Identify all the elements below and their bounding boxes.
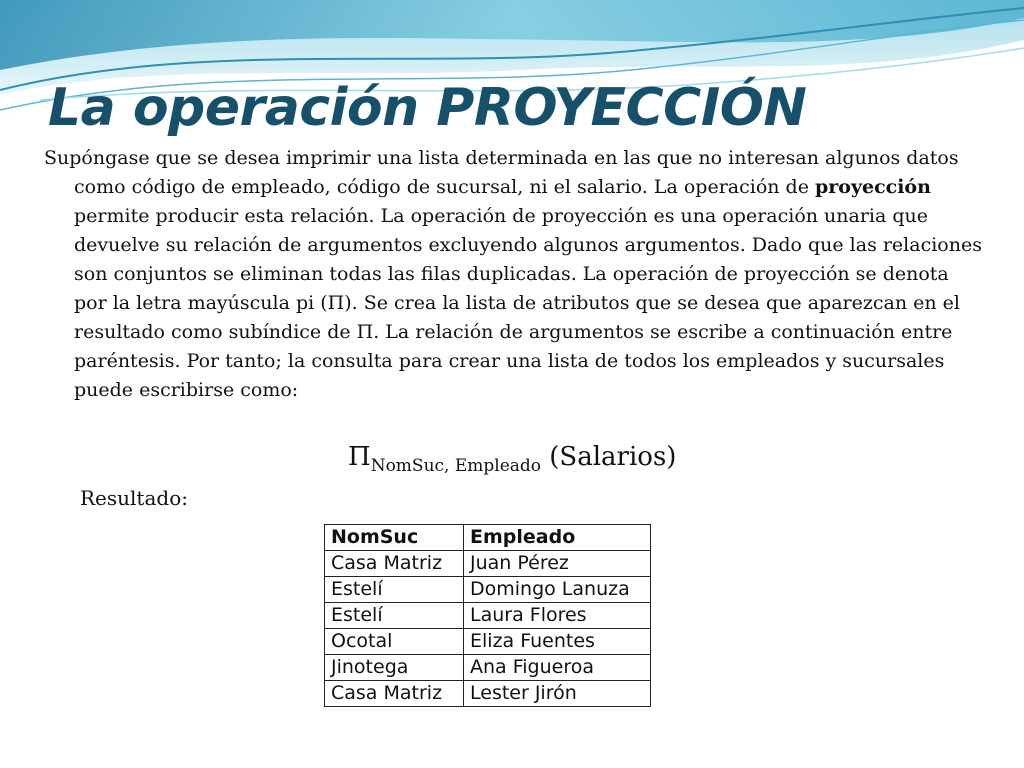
pi-operator: Π <box>348 442 371 472</box>
result-label: Resultado: <box>80 486 188 510</box>
table-row <box>325 577 651 603</box>
table-cell: Estelí <box>325 577 464 603</box>
result-table <box>324 524 651 707</box>
slide-title: La operación PROYECCIÓN <box>48 78 807 138</box>
projection-formula <box>348 442 676 476</box>
table-cell: Casa Matriz <box>325 681 464 707</box>
paragraph-bold-term: proyección <box>814 176 931 198</box>
column-header-nomsuc: NomSuc <box>325 525 464 551</box>
table-row <box>325 681 651 707</box>
table-cell: Lester Jirón <box>464 681 651 707</box>
table-row <box>325 655 651 681</box>
table-cell: Estelí <box>325 603 464 629</box>
table-cell: Jinotega <box>325 655 464 681</box>
paragraph-text-continued: permite producir esta relación. La operación de proyección es una operación unaria que devuelve su relación de argumentos excluyendo algunos argumentos. Dado que las relaciones son conjuntos se eliminan todas las filas duplicadas. La operación de proyección se denota por la letra mayúscula pi (Π). Se crea la lista de atributos que se desea que aparezcan en el resultado como subíndice de Π. La relación de argumentos se escribe a continuación entre paréntesis. Por tanto; la consulta para crear una lista de todos los empleados y sucursales puede escribirse como: <box>74 205 982 401</box>
table-cell: Casa Matriz <box>325 551 464 577</box>
table-cell: Domingo Lanuza <box>464 577 651 603</box>
table-cell: Laura Flores <box>464 603 651 629</box>
table-cell: Eliza Fuentes <box>464 629 651 655</box>
table-cell: Juan Pérez <box>464 551 651 577</box>
table-cell: Ana Figueroa <box>464 655 651 681</box>
paragraph-text: Supóngase que se desea imprimir una lista determinada en las que no interesan algunos datos como código de empleado, código de sucursal, ni el salario. La operación de <box>44 147 959 198</box>
table-row <box>325 551 651 577</box>
description-paragraph <box>44 144 984 405</box>
table-header-row <box>325 525 651 551</box>
table-cell: Ocotal <box>325 629 464 655</box>
table-row <box>325 603 651 629</box>
formula-subscript: NomSuc, Empleado <box>370 456 542 476</box>
table-row <box>325 629 651 655</box>
formula-argument: (Salarios) <box>541 442 677 472</box>
column-header-empleado: Empleado <box>464 525 651 551</box>
